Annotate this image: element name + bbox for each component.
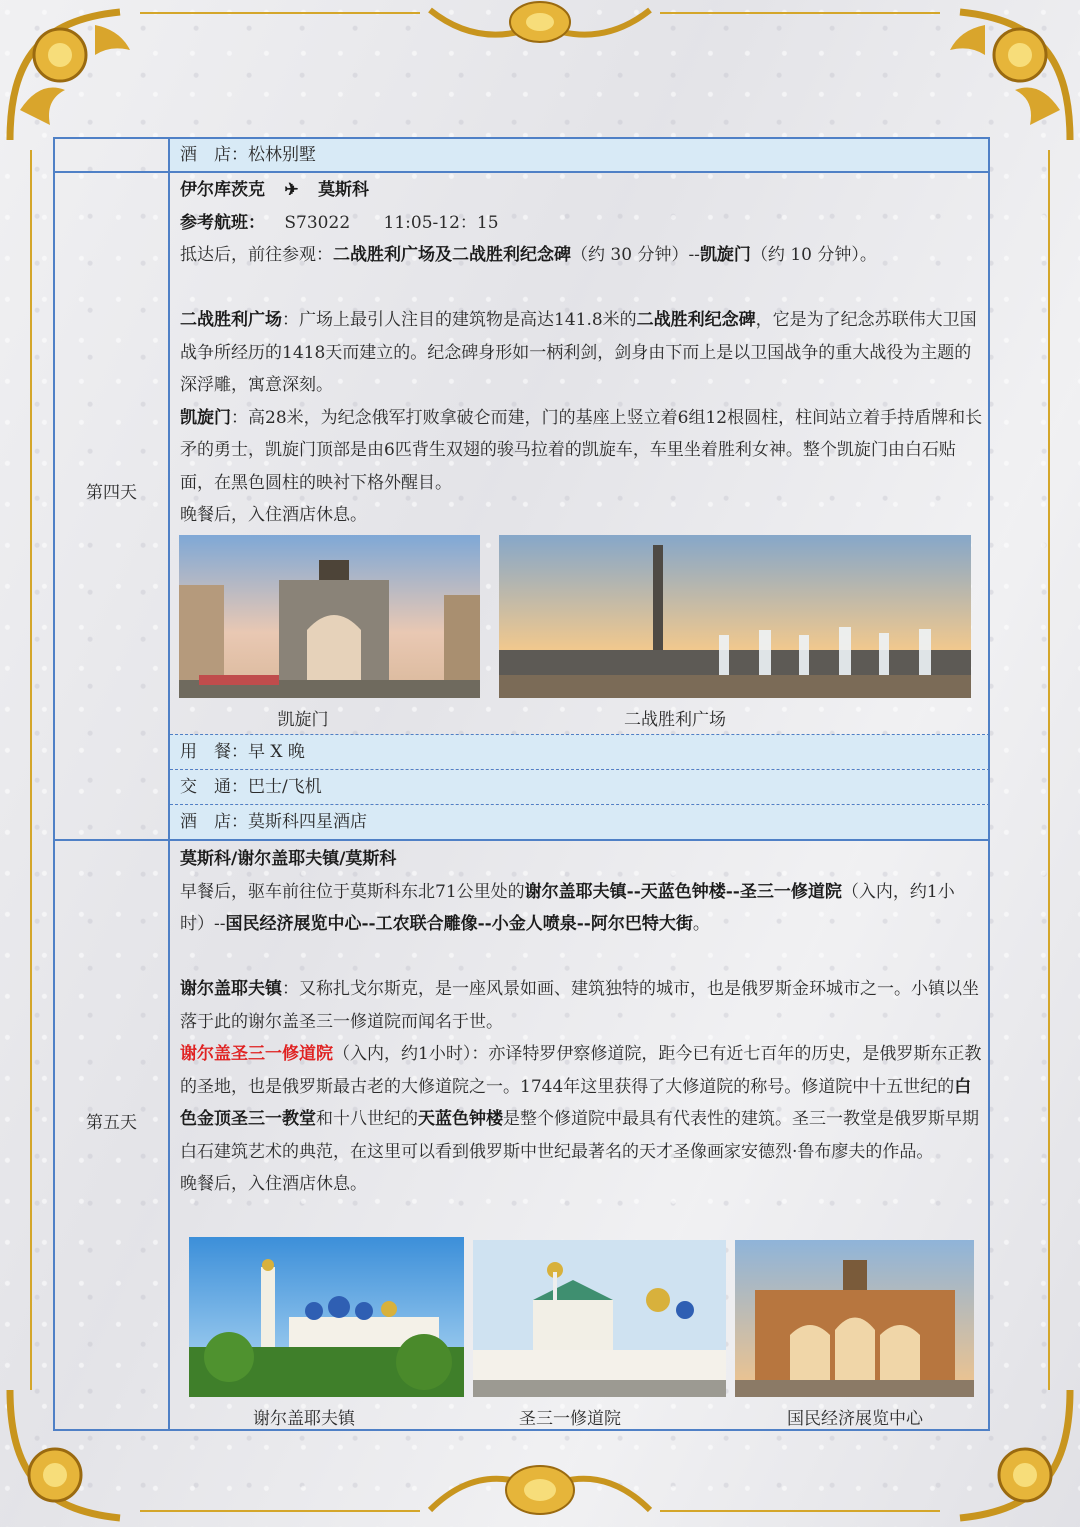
right-gold-border [1048, 150, 1050, 1390]
top-gold-border-right [660, 12, 940, 14]
day4-transport-row: 交 通：巴士/飞机 [170, 770, 988, 804]
corner-ornament-top-right-icon [940, 0, 1080, 150]
caption-sergiev-posad: 谢尔盖耶夫镇 [253, 1409, 355, 1429]
vdnkh-photo [735, 1240, 974, 1397]
day4-meals-row: 用 餐：早 X 晚 [170, 735, 988, 769]
triumphal-arch-photo [179, 535, 480, 698]
caption-trinity-lavra: 圣三一修道院 [519, 1409, 621, 1429]
caption-triumphal-arch: 凯旋门 [277, 710, 329, 730]
day4-content [180, 174, 983, 532]
day4-victory-square-desc: 二战胜利广场：广场上最引人注目的建筑物是高达141.8米的二战胜利纪念碑，它是为了纪念苏联伟大卫国战争所经历的1418天而建立的。纪念碑身形如一柄利剑，剑身由下而上是以卫国战争的重大战役为主题的深浮雕，寓意深刻。 [180, 310, 977, 395]
day4-label: 第四天 [86, 483, 137, 503]
day5-lavra-desc: 谢尔盖圣三一修道院（入内，约1小时）：亦译特罗伊察修道院，距今已有近七百年的历史，是俄罗斯东正教的圣地，也是俄罗斯最古老的大修道院之一。1744年这里获得了大修道院的称号。修道院中十五世纪的白色金顶圣三一教堂和十八世纪的天蓝色钟楼是整个修道院中最具有代表性的建筑。圣三一教堂是俄罗斯早期白石建筑艺术的典范，在这里可以看到俄罗斯中世纪最著名的天才圣像画家安德烈·鲁布廖夫的作品。 [180, 1044, 982, 1162]
day4-flight: 参考航班： S73022 11:05-12：15 [180, 212, 499, 233]
airplane-icon: ✈ [284, 180, 299, 200]
left-gold-border [30, 150, 32, 1390]
top-gold-border [140, 12, 420, 14]
day5-content [180, 843, 983, 1201]
caption-victory-square: 二战胜利广场 [624, 710, 726, 730]
day4-arch-desc: 凯旋门：高28米，为纪念俄军打败拿破仑而建，门的基座上竖立着6组12根圆柱，柱间站立着手持盾牌和长矛的勇士，凯旋门顶部是由6匹背生双翅的骏马拉着的凯旋车，车里坐着胜利女神。整个凯旋门由白石贴面，在黑色圆柱的映衬下格外醒目。 [180, 407, 983, 493]
caption-vdnkh: 国民经济展览中心 [787, 1409, 923, 1429]
victory-square-photo [499, 535, 971, 698]
day5-label: 第五天 [86, 1113, 137, 1133]
day4-route: 伊尔库茨克 ✈ 莫斯科 [180, 180, 370, 200]
corner-ornament-top-left-icon [0, 0, 140, 150]
day4-hotel-row: 酒 店：莫斯科四星酒店 [170, 805, 988, 839]
day-row-separator-5 [53, 839, 990, 841]
day5-intro: 早餐后，驱车前往位于莫斯科东北71公里处的谢尔盖耶夫镇--天蓝色钟楼--圣三一修道院（入内，约1小时）--国民经济展览中心--工农联合雕像--小金人喷泉--阿尔巴特大街。 [180, 881, 955, 934]
top-center-ornament-icon [420, 0, 660, 55]
trinity-lavra-photo [473, 1240, 726, 1397]
day3-hotel-row: 酒 店：松林别墅 [170, 139, 988, 171]
day4-evening: 晚餐后，入住酒店休息。 [180, 505, 367, 525]
day5-evening: 晚餐后，入住酒店休息。 [180, 1174, 367, 1194]
bottom-gold-border [140, 1510, 420, 1512]
bottom-center-ornament-icon [420, 1440, 660, 1527]
day5-sergiev-desc: 谢尔盖耶夫镇：又称扎戈尔斯克，是一座风景如画、建筑独特的城市，也是俄罗斯金环城市之一。小镇以坐落于此的谢尔盖圣三一修道院而闻名于世。 [180, 979, 979, 1032]
day4-intro: 抵达后，前往参观：二战胜利广场及二战胜利纪念碑（约 30 分钟）--凯旋门（约 10 分钟）。 [180, 245, 877, 265]
day-row-separator-4 [53, 171, 990, 173]
day5-route: 莫斯科/谢尔盖耶夫镇/莫斯科 [180, 849, 397, 869]
sergiev-posad-photo [189, 1237, 464, 1397]
bottom-gold-border-right [660, 1510, 940, 1512]
